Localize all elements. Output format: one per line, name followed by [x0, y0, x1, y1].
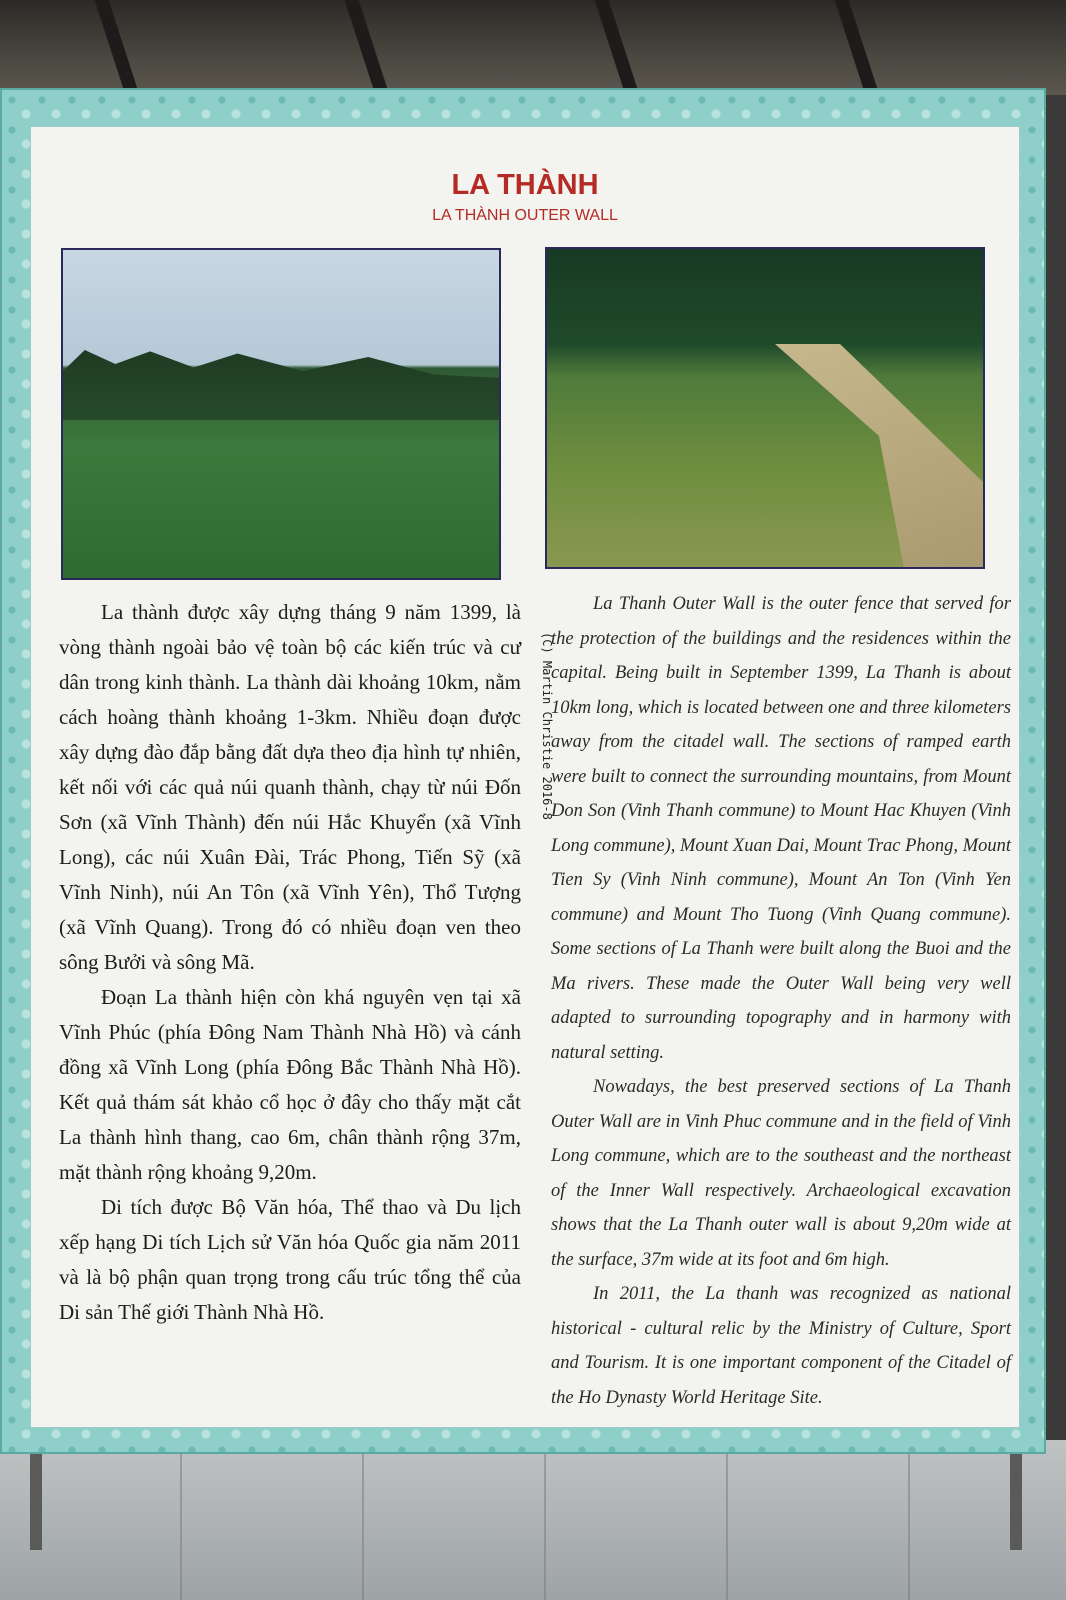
rice-field-photo: [61, 248, 501, 580]
en-paragraph: Nowadays, the best preserved sections of La Thanh Outer Wall are in Vinh Phuc commune and in the field of Vinh Long commune, which are to the southeast and the northeast of the Inner Wall respectively. Archaeological excavation shows that the La Thanh outer wall is about 9,20m wide at the surface, 37m wide at its foot and 6m high.: [551, 1077, 1011, 1270]
english-description: [551, 587, 1011, 1415]
ceiling-beam: [595, 0, 640, 95]
information-board: [0, 88, 1046, 1454]
board-title: LA THÀNH: [451, 169, 599, 201]
vn-paragraph: La thành được xây dựng tháng 9 năm 1399, là vòng thành ngoài bảo vệ toàn bộ các kiến trúc và cư dân trong kinh thành. La thành dài khoảng 10km, nằm cách hoàng thành khoảng 1-3km. Nhiều đoạn được xây dựng đào đắp bằng đất dựa theo địa hình tự nhiên, kết nối với các quả núi quanh thành, chạy từ núi Đốn Sơn (xã Vĩnh Thành) đến núi Hắc Khuyển (xã Vĩnh Long), các núi Xuân Đài, Trác Phong, Tiến Sỹ (xã Vĩnh Ninh), núi An Tôn (xã Vĩnh Yên), Thổ Tượng (xã Vĩnh Quang). Trong đó có nhiều đoạn ven theo sông Bưởi và sông Mã.: [59, 600, 521, 974]
ceiling-background: [0, 0, 1066, 95]
en-paragraph: La Thanh Outer Wall is the outer fence that served for the protection of the buildings and the residences within the capital. Being built in September 1399, La Thanh is about 10km long, which is located between one and three kilometers away from the citadel wall. The sections of ramped earth were built to connect the surrounding mountains, from Mount Don Son (Vinh Thanh commune) to Mount Hac Khuyen (Vinh Long commune), Mount Xuan Dai, Mount Trac Phong, Mount Tien Sy (Vinh Ninh commune), Mount An Ton (Vinh Yen commune) and Mount Tho Tuong (Vinh Quang commune). Some sections of La Thanh were built along the Buoi and the Ma rivers. These made the Outer Wall being very well adapted to surrounding topography and in harmony with natural setting.: [551, 594, 1011, 1063]
en-paragraph: In 2011, the La thanh was recognized as national historical - cultural relic by the Ministry of Culture, Sport and Tourism. It is one important component of the Citadel of the Ho Dynasty World Heritage Site.: [551, 1284, 1011, 1408]
board-subtitle: LA THÀNH OUTER WALL: [432, 207, 618, 224]
board-stand-leg: [30, 1440, 42, 1550]
board-stand-leg: [1010, 1440, 1022, 1550]
copyright-watermark: (C) Martin Christie 2016-8: [540, 632, 554, 820]
dirt-path: [723, 344, 983, 569]
vietnamese-description: [59, 595, 521, 1330]
ceiling-beam: [345, 0, 390, 95]
vn-paragraph: Di tích được Bộ Văn hóa, Thể thao và Du lịch xếp hạng Di tích Lịch sử Văn hóa Quốc gia năm 2011 và là bộ phận quan trọng trong cấu trúc tổng thể của Di sản Thế giới Thành Nhà Hồ.: [59, 1195, 521, 1324]
ceiling-beam: [95, 0, 140, 95]
tiled-floor: [0, 1440, 1066, 1600]
board-panel: [30, 126, 1020, 1428]
earth-wall-photo: [545, 247, 985, 569]
vn-paragraph: Đoạn La thành hiện còn khá nguyên vẹn tại xã Vĩnh Phúc (phía Đông Nam Thành Nhà Hồ) và cánh đồng xã Vĩnh Long (phía Đông Bắc Thành Nhà Hồ). Kết quả thám sát khảo cổ học ở đây cho thấy mặt cắt La thành hình thang, cao 6m, chân thành rộng 37m, mặt thành rộng khoảng 9,20m.: [59, 985, 521, 1184]
ceiling-beam: [835, 0, 880, 95]
treeline: [63, 350, 499, 420]
